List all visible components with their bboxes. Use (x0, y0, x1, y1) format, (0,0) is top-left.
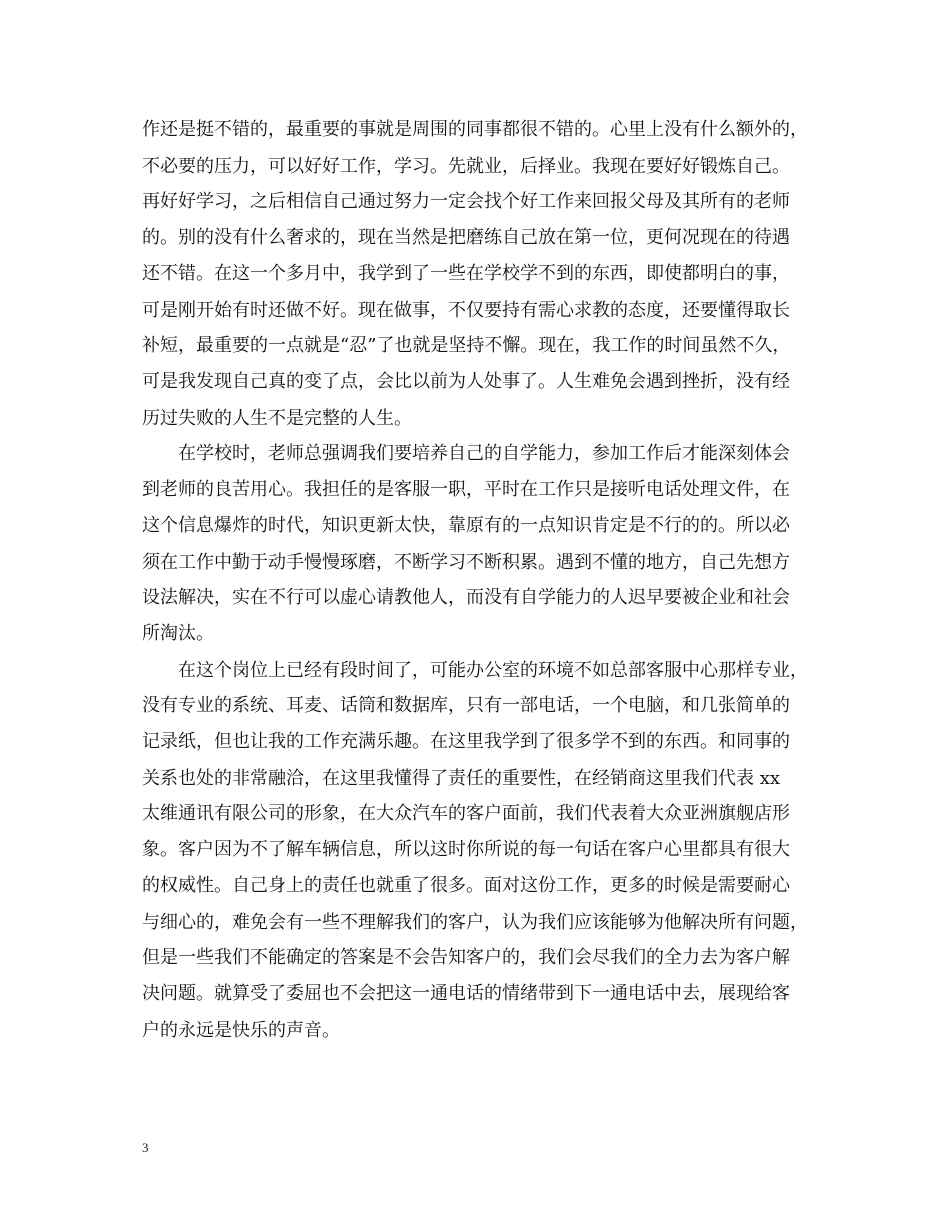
paragraph-1-line-4: 的。别的没有什么奢求的，现在当然是把磨练自己放在第一位，更何况现在的待遇 (142, 227, 790, 248)
paragraph-3-line-4: 关系也处的非常融洽，在这里我懂得了责任的重要性，在经销商这里我们代表 xx (142, 768, 781, 789)
paragraph-2-line-2: 到老师的良苦用心。我担任的是客服一职，平时在工作只是接听电话处理文件，在 (142, 479, 790, 500)
paragraph-2-line-6: 所淘汰。 (142, 623, 214, 644)
paragraph-1-line-2: 不必要的压力，可以好好工作，学习。先就业，后择业。我现在要好好锻炼自己。 (142, 156, 790, 177)
paragraph-3-line-10: 决问题。就算受了委屈也不会把这一通电话的情绪带到下一通电话中去，展现给客 (142, 983, 790, 1004)
paragraph-1-line-1: 作还是挺不错的，最重要的事就是周围的同事都很不错的。心里上没有什么额外的， (142, 119, 808, 140)
page-number: 3 (142, 1140, 149, 1155)
paragraph-3-line-2: 没有专业的系统、耳麦、话筒和数据库，只有一部电话，一个电脑，和几张简单的 (142, 695, 790, 716)
paragraph-1-line-8: 可是我发现自己真的变了点，会比以前为人处事了。人生难免会遇到挫折，没有经 (142, 371, 790, 392)
paragraph-1-line-3: 再好好学习，之后相信自己通过努力一定会找个好工作来回报父母及其所有的老师 (142, 191, 790, 212)
paragraph-2-line-4: 须在工作中勤于动手慢慢琢磨，不断学习不断积累。遇到不懂的地方，自己先想方 (142, 552, 790, 573)
paragraph-3-line-5: 太维通讯有限公司的形象，在大众汽车的客户面前，我们代表着大众亚洲旗舰店形 (142, 803, 790, 824)
paragraph-2-line-1: 在学校时，老师总强调我们要培养自己的自学能力，参加工作后才能深刻体会 (178, 443, 790, 464)
paragraph-1-line-6: 可是刚开始有时还做不好。现在做事，不仅要持有需心求教的态度，还要懂得取长 (142, 300, 790, 321)
paragraph-1-line-9: 历过失败的人生不是完整的人生。 (142, 408, 412, 429)
paragraph-3-line-8: 与细心的，难免会有一些不理解我们的客户，认为我们应该能够为他解决所有问题， (142, 912, 808, 933)
paragraph-3-line-11: 户的永远是快乐的声音。 (142, 1020, 340, 1041)
paragraph-2-line-3: 这个信息爆炸的时代，知识更新太快，靠原有的一点知识肯定是不行的的。所以必 (142, 515, 790, 536)
paragraph-3-line-3: 记录纸，但也让我的工作充满乐趣。在这里我学到了很多学不到的东西。和同事的 (142, 731, 790, 752)
paragraph-3-line-1: 在这个岗位上已经有段时间了，可能办公室的环境不如总部客服中心那样专业， (178, 660, 808, 681)
paragraph-1-line-5: 还不错。在这一个多月中，我学到了一些在学校学不到的东西，即使都明白的事， (142, 263, 790, 284)
paragraph-3-line-9: 但是一些我们不能确定的答案是不会告知客户的，我们会尽我们的全力去为客户解 (142, 947, 790, 968)
paragraph-3-line-7: 的权威性。自己身上的责任也就重了很多。面对这份工作，更多的时候是需要耐心 (142, 875, 790, 896)
paragraph-3-line-6: 象。客户因为不了解车辆信息，所以这时你所说的每一句话在客户心里都具有很大 (142, 839, 790, 860)
paragraph-2-line-5: 设法解决，实在不行可以虚心请教他人，而没有自学能力的人迟早要被企业和社会 (142, 587, 790, 608)
paragraph-1-line-7: 补短，最重要的一点就是“忍”了也就是坚持不懈。现在，我工作的时间虽然不久， (142, 335, 791, 356)
